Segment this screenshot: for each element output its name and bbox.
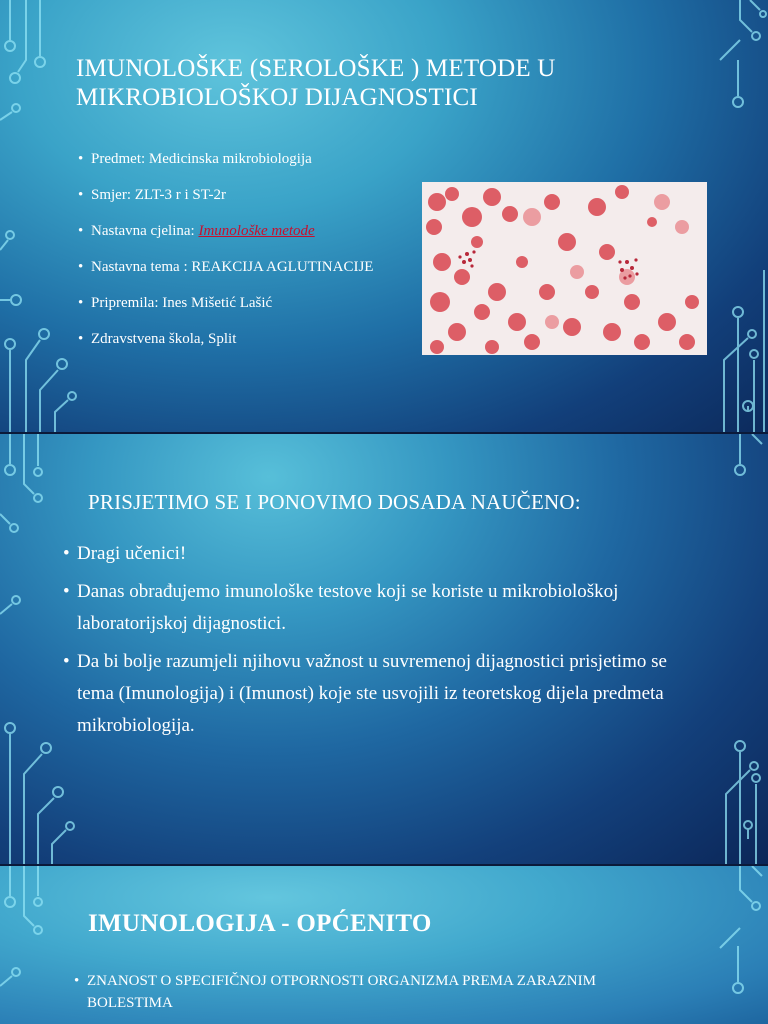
review-list xyxy=(63,538,703,748)
list-item: • Nastavna cjelina: Imunološke metode xyxy=(78,222,373,258)
slide-immunology-heading: IMUNOLOGIJA - OPĆENITO xyxy=(88,910,432,937)
immunology-list xyxy=(74,970,634,1014)
list-item: • Dragi učenici! xyxy=(63,538,703,570)
list-item: • Nastavna tema : REAKCIJA AGLUTINACIJE xyxy=(78,258,373,294)
list-item: • Predmet: Medicinska mikrobiologija xyxy=(78,150,373,186)
micrograph-image xyxy=(422,182,707,355)
slide-review-heading: PRISJETIMO SE I PONOVIMO DOSADA NAUČENO: xyxy=(88,490,581,514)
agglutination-micrograph xyxy=(422,182,707,355)
list-item: • Zdravstvena škola, Split xyxy=(78,330,373,366)
list-item: • Smjer: ZLT-3 r i ST-2r xyxy=(78,186,373,222)
topic-link[interactable]: Imunološke metode xyxy=(198,223,315,239)
slide-immunology xyxy=(0,866,768,1024)
slide-title-heading: IMUNOLOŠKE (SEROLOŠKE ) METODE U MIKROBIOLOŠKOJ DIJAGNOSTICI xyxy=(76,55,556,111)
list-item: • Pripremila: Ines Mišetić Lašić xyxy=(78,294,373,330)
course-info-list xyxy=(78,150,373,366)
list-item: • Danas obrađujemo imunološke testove koji se koriste u mikrobiološkoj laboratorijskoj dijagnostici. xyxy=(63,576,703,640)
slide-title xyxy=(0,0,768,432)
list-item: • ZNANOST O SPECIFIČNOJ OTPORNOSTI ORGANIZMA PREMA ZARAZNIM BOLESTIMA xyxy=(74,970,634,1014)
slide-review xyxy=(0,434,768,864)
list-item: • Da bi bolje razumjeli njihovu važnost u suvremenoj dijagnostici prisjetimo se tema (Imunologija) i (Imunost) koje ste usvojili iz teoretskog dijela predmeta mikrobiologija. xyxy=(63,646,703,742)
